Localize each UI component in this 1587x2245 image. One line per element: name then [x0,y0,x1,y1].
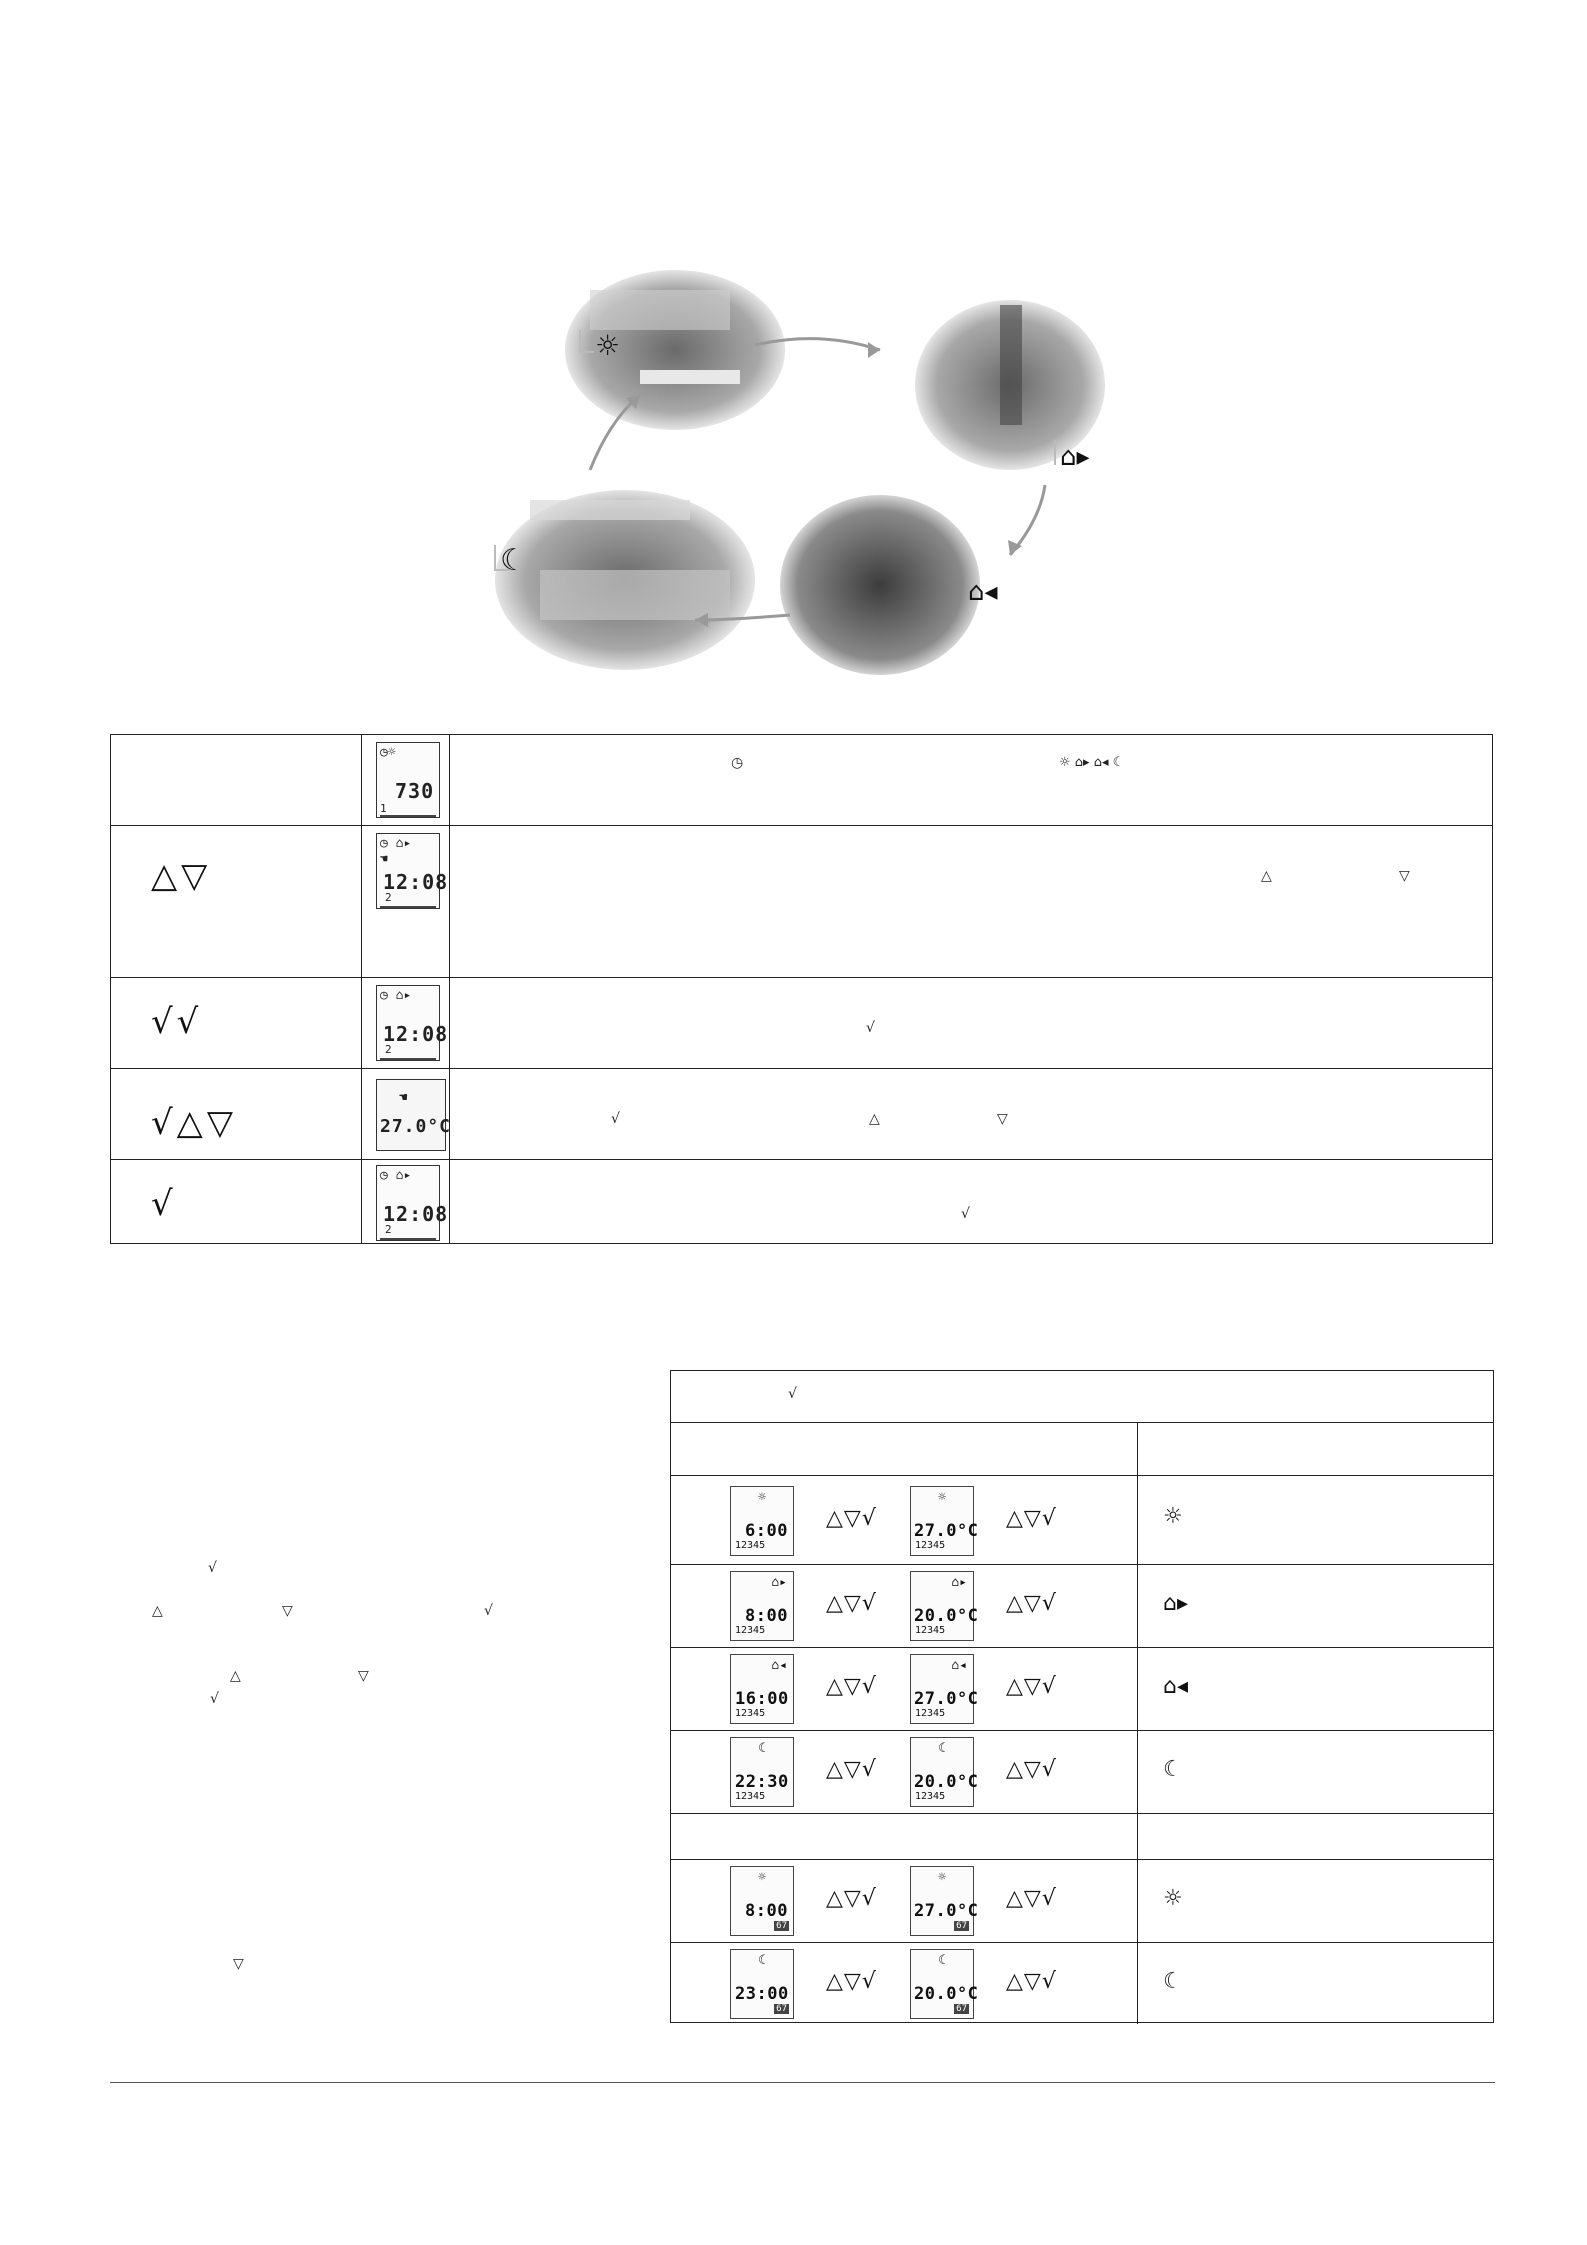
returning-scene [780,495,980,675]
ok-icon: √ [788,1386,797,1402]
lcd-days: 12345 [735,1540,766,1551]
down-icon: ▽ [1399,868,1410,884]
house-return-icon: ⌂◂ [771,1658,787,1673]
lcd-digits: 20.0°C [914,1606,979,1626]
lcd-time [730,1737,794,1807]
lcd-display [376,1079,452,1151]
house-return-icon: ⌂◂ [951,1658,967,1673]
lcd-digits: 20.0°C [914,1984,979,2004]
table-row [111,735,1492,826]
adjust-keys: △▽√ [1006,1506,1057,1531]
adjust-keys: △▽√ [826,1506,877,1531]
house-leave-icon: ⌂▸ [951,1575,967,1590]
house-return-icon: ⌂◂ [1163,1674,1189,1699]
lcd-days: 12345 [735,1791,766,1802]
ok-icon: √ [611,1111,620,1127]
up-icon: △ [1261,868,1272,884]
lcd-bar [380,815,436,817]
lcd-days: 12345 [915,1708,946,1719]
lcd-icons: ◷ ⌂▸ [380,836,412,851]
up-icon: △ [869,1111,880,1127]
down-icon: ▽ [997,1111,1008,1127]
moon-icon: ☾ [758,1953,766,1968]
lcd-bar [380,906,436,908]
lcd-digits: 12:08 [383,870,449,894]
adjust-keys: △▽√ [1006,1757,1057,1782]
lcd-days: 12345 [915,1540,946,1551]
table-row [671,1476,1493,1565]
adjust-keys: △▽√ [826,1757,877,1782]
lcd-digits: 22:30 [735,1772,789,1792]
lcd-digits: 20.0°C [914,1772,979,1792]
lcd-bar [380,1058,436,1060]
mode-icons: ☼ ⌂▸ ⌂◂ ☾ [1059,755,1125,770]
column-divider [1137,1423,1138,1476]
up-icon: △ [230,1668,241,1684]
lcd-time [730,1571,794,1641]
table-row [111,1160,1492,1245]
table-row [111,978,1492,1069]
lcd-digits: 23:00 [735,1984,789,2004]
down-icon: ▽ [233,1956,244,1972]
lcd-digits: 27.0°C [914,1901,979,1921]
adjust-keys: △▽√ [1006,1886,1057,1911]
lcd-display [376,1165,449,1241]
lcd-time [730,1866,794,1936]
sun-icon: ☼ [758,1490,766,1505]
lcd-digits: 27.0°C [380,1116,452,1137]
daily-cycle-illustration [470,270,1110,690]
lcd-subtext: 2 [385,891,392,904]
lcd-days: 12345 [735,1708,766,1719]
lcd-icons: ◷ ⌂▸ [380,988,412,1003]
table-row [111,826,1492,978]
sun-icon: ☼ [938,1870,946,1885]
table-row [671,1943,1493,2024]
hand-icon: ☚ [380,852,388,867]
lcd-temp [910,1949,979,2019]
lcd-subtext: 1 [380,802,387,815]
lcd-days: 12345 [915,1791,946,1802]
adjust-keys: △▽√ [826,1674,877,1699]
adjust-keys: △▽√ [1006,1969,1057,1994]
table-subheader-row [671,1814,1493,1860]
lcd-days-tag: 67 [776,1921,787,1931]
lcd-digits: 12:08 [383,1022,449,1046]
lcd-temp [910,1866,979,1936]
lcd-subtext: 2 [385,1043,392,1056]
down-icon: ▽ [358,1668,369,1684]
adjust-keys: △▽√ [826,1886,877,1911]
sun-icon: ☼ [595,329,621,362]
lcd-display [376,833,449,909]
table-header-row [671,1371,1493,1423]
sun-icon: ☼ [1163,1886,1183,1911]
table-subheader-row [671,1423,1493,1476]
night-scene [495,490,755,670]
adjust-keys: △▽√ [1006,1591,1057,1616]
lcd-display [376,985,449,1061]
lcd-time [730,1654,794,1724]
up-down-keys: △▽ [151,856,212,896]
ok-icon: √ [208,1560,217,1576]
up-icon: △ [152,1603,163,1619]
table-row [671,1648,1493,1731]
lcd-days-tag: 67 [776,2004,787,2014]
lcd-time [730,1949,794,2019]
lcd-icons: ◷☼ [380,745,396,760]
ok-icon: √ [210,1691,219,1707]
lcd-temp [910,1654,979,1724]
lcd-subtext: 2 [385,1223,392,1236]
lcd-days: 12345 [915,1625,946,1636]
lcd-digits: 6:00 [745,1521,788,1541]
table-row [671,1860,1493,1943]
lcd-display [376,742,440,818]
programming-table [110,734,1493,1244]
schedule-table [670,1370,1494,2023]
lcd-temp [910,1571,979,1641]
moon-icon: ☾ [1163,1757,1183,1782]
adjust-keys: △▽√ [1006,1674,1057,1699]
ok-icon: √ [866,1020,875,1036]
lcd-digits: 16:00 [735,1689,789,1709]
sun-icon: ☼ [938,1490,946,1505]
moon-icon: ☾ [938,1741,946,1756]
ok-icon: √ [961,1206,970,1222]
sun-icon: ☼ [758,1870,766,1885]
moon-icon: ☾ [758,1741,766,1756]
table-row [671,1731,1493,1814]
lcd-days: 12345 [735,1625,766,1636]
lcd-days-tag: 67 [956,2004,967,2014]
lcd-days-tag: 67 [956,1921,967,1931]
sun-icon: ☼ [1163,1504,1183,1529]
table-row [671,1565,1493,1648]
lcd-digits: 27.0°C [914,1689,979,1709]
lcd-time [730,1486,794,1556]
lcd-digits: 8:00 [745,1901,788,1921]
table-row [111,1069,1492,1160]
house-leave-icon: ⌂▸ [1163,1591,1189,1616]
hand-icon: ☚ [399,1090,408,1106]
moon-icon: ☾ [500,543,527,578]
house-leave-icon: ⌂▸ [1060,442,1090,472]
lcd-digits: 12:08 [383,1202,449,1226]
ok-key: √ [151,1184,177,1224]
ok-ok-keys: √√ [151,1002,203,1042]
clock-icon: ◷ [731,755,744,771]
lcd-temp [910,1486,979,1556]
adjust-keys: △▽√ [826,1969,877,1994]
lcd-digits: 27.0°C [914,1521,979,1541]
down-icon: ▽ [282,1603,293,1619]
lcd-temp [910,1737,979,1807]
moon-icon: ☾ [1163,1969,1183,1994]
lcd-bar [380,1238,436,1240]
footer-rule [110,2082,1495,2083]
ok-icon: √ [484,1603,493,1619]
house-leave-icon: ⌂▸ [771,1575,787,1590]
ok-up-down-keys: √△▽ [151,1103,237,1143]
moon-icon: ☾ [938,1953,946,1968]
lcd-digits: 730 [395,779,435,803]
adjust-keys: △▽√ [826,1591,877,1616]
lcd-digits: 8:00 [745,1606,788,1626]
house-return-icon: ⌂◂ [968,577,998,607]
lcd-icons: ◷ ⌂▸ [380,1168,412,1183]
